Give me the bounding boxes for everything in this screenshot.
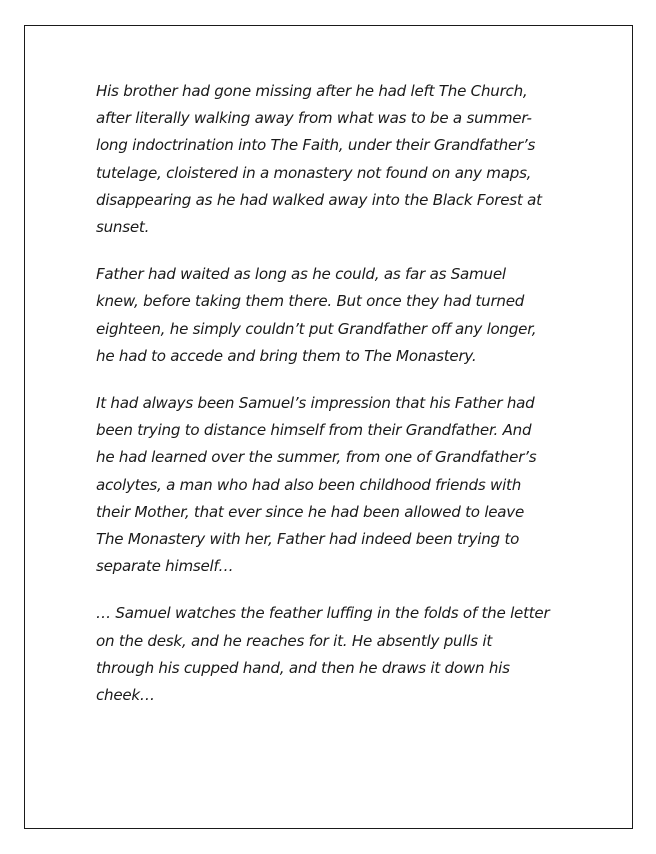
- text-line: Father had waited as long as he could, as far as Samuel: [96, 265, 506, 284]
- text-line: long indoctrination into The Faith, under their Grandfather’s: [96, 136, 536, 155]
- text-line: sunset.: [96, 218, 150, 237]
- document-page: [24, 25, 633, 829]
- text-line: eighteen, he simply couldn’t put Grandfather off any longer,: [96, 319, 537, 338]
- paragraph-4: [96, 600, 566, 709]
- text-line: cheek…: [96, 686, 155, 705]
- paragraph-1: [96, 78, 566, 241]
- text-line: It had always been Samuel’s impression that his Father had: [96, 394, 535, 413]
- text-line: tutelage, cloistered in a monastery not found on any maps,: [96, 163, 532, 182]
- text-line: he had to accede and bring them to The Monastery.: [96, 346, 477, 365]
- text-line: His brother had gone missing after he had left The Church,: [96, 82, 528, 100]
- text-line: … Samuel watches the feather luffing in the folds of the letter: [96, 604, 550, 623]
- text-line: on the desk, and he reaches for it. He absently pulls it: [96, 631, 493, 650]
- text-line: knew, before taking them there. But once they had turned: [96, 292, 525, 311]
- text-line: been trying to distance himself from their Grandfather. And: [96, 421, 532, 440]
- text-line: through his cupped hand, and then he draws it down his: [96, 658, 510, 677]
- body-text: [96, 78, 566, 729]
- text-line: acolytes, a man who had also been childhood friends with: [96, 475, 522, 494]
- text-line: disappearing as he had walked away into the Black Forest at: [96, 190, 542, 209]
- text-line: separate himself…: [96, 557, 234, 576]
- text-line: The Monastery with her, Father had indeed been trying to: [96, 530, 520, 549]
- paragraph-3: [96, 390, 566, 580]
- paragraph-2: [96, 261, 566, 370]
- text-line: their Mother, that ever since he had been allowed to leave: [96, 502, 525, 521]
- text-line: after literally walking away from what was to be a summer-: [96, 109, 532, 128]
- text-line: he had learned over the summer, from one of Grandfather’s: [96, 448, 537, 467]
